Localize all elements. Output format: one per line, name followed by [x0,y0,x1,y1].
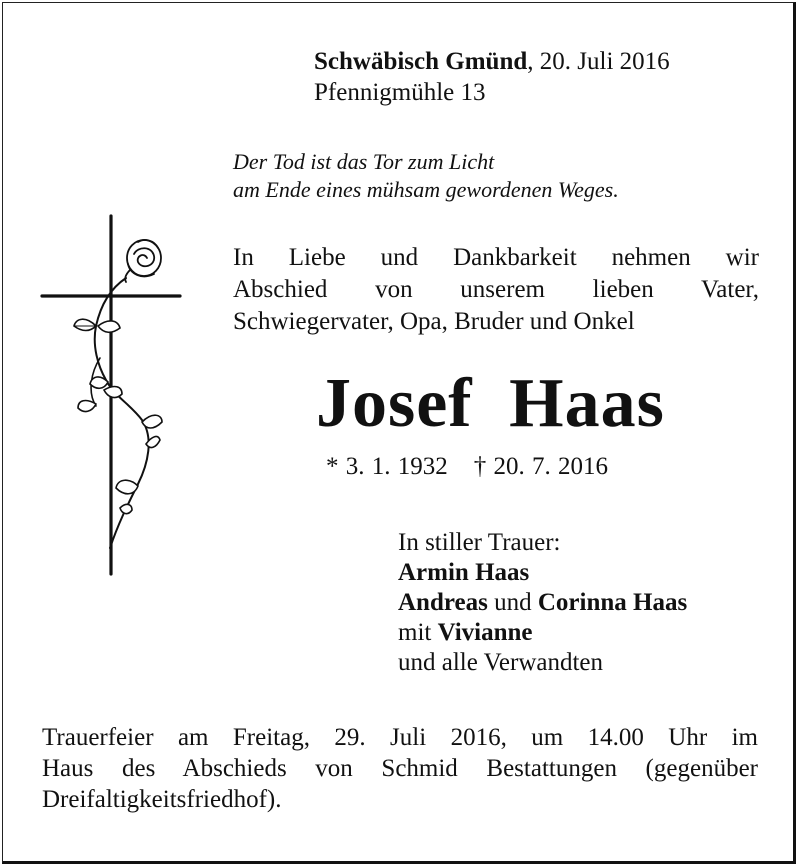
place-name: Schwäbisch Gmünd [314,48,528,75]
place-date-line [314,46,670,77]
birth-date: * 3. 1. 1932 [326,453,448,480]
mourner-name: Armin Haas [398,559,530,586]
motto-line-2: am Ende eines mühsam gewordenen Weges. [233,177,619,202]
funeral-line-3: Dreifaltigkeitsfriedhof). [42,786,282,813]
funeral-line-1: Trauerfeier am Freitag, 29. Juli 2016, um 14.00 Uhr im [42,724,758,751]
notice-date: , 20. Juli 2016 [527,48,670,75]
deceased-name [316,364,665,444]
cross-with-rose-icon [38,208,188,580]
intro-line-1: In Liebe und Dankbarkeit nehmen wir [233,244,759,271]
funeral-line-2: Haus des Abschieds von Schmid Bestattungen (gegenüber [42,755,758,782]
funeral-details [42,722,758,815]
notice-header [314,46,670,108]
intro-line-3: Schwiegervater, Opa, Bruder und Onkel [233,308,635,335]
mourner-name: Corinna Haas [537,589,688,616]
deceased-first-name: Josef [316,365,473,442]
intro-text [233,242,759,338]
deceased-last-name: Haas [509,365,665,442]
address-line: Pfennigmühle 13 [314,79,486,106]
mourners-intro: In stiller Trauer: [398,529,561,556]
mourners-list [398,528,687,678]
death-date: † 20. 7. 2016 [473,453,608,480]
intro-line-2: Abschied von unserem lieben Vater, [233,276,759,303]
mourner-name: Andreas [398,589,488,616]
with-label: mit [398,619,438,646]
conjunction: und [487,589,538,616]
motto-line-1: Der Tod ist das Tor zum Licht [233,149,495,174]
motto-quote [233,148,619,204]
mourner-name: Vivianne [437,619,533,646]
relatives-line: und alle Verwandten [398,649,604,676]
life-dates [326,451,608,483]
